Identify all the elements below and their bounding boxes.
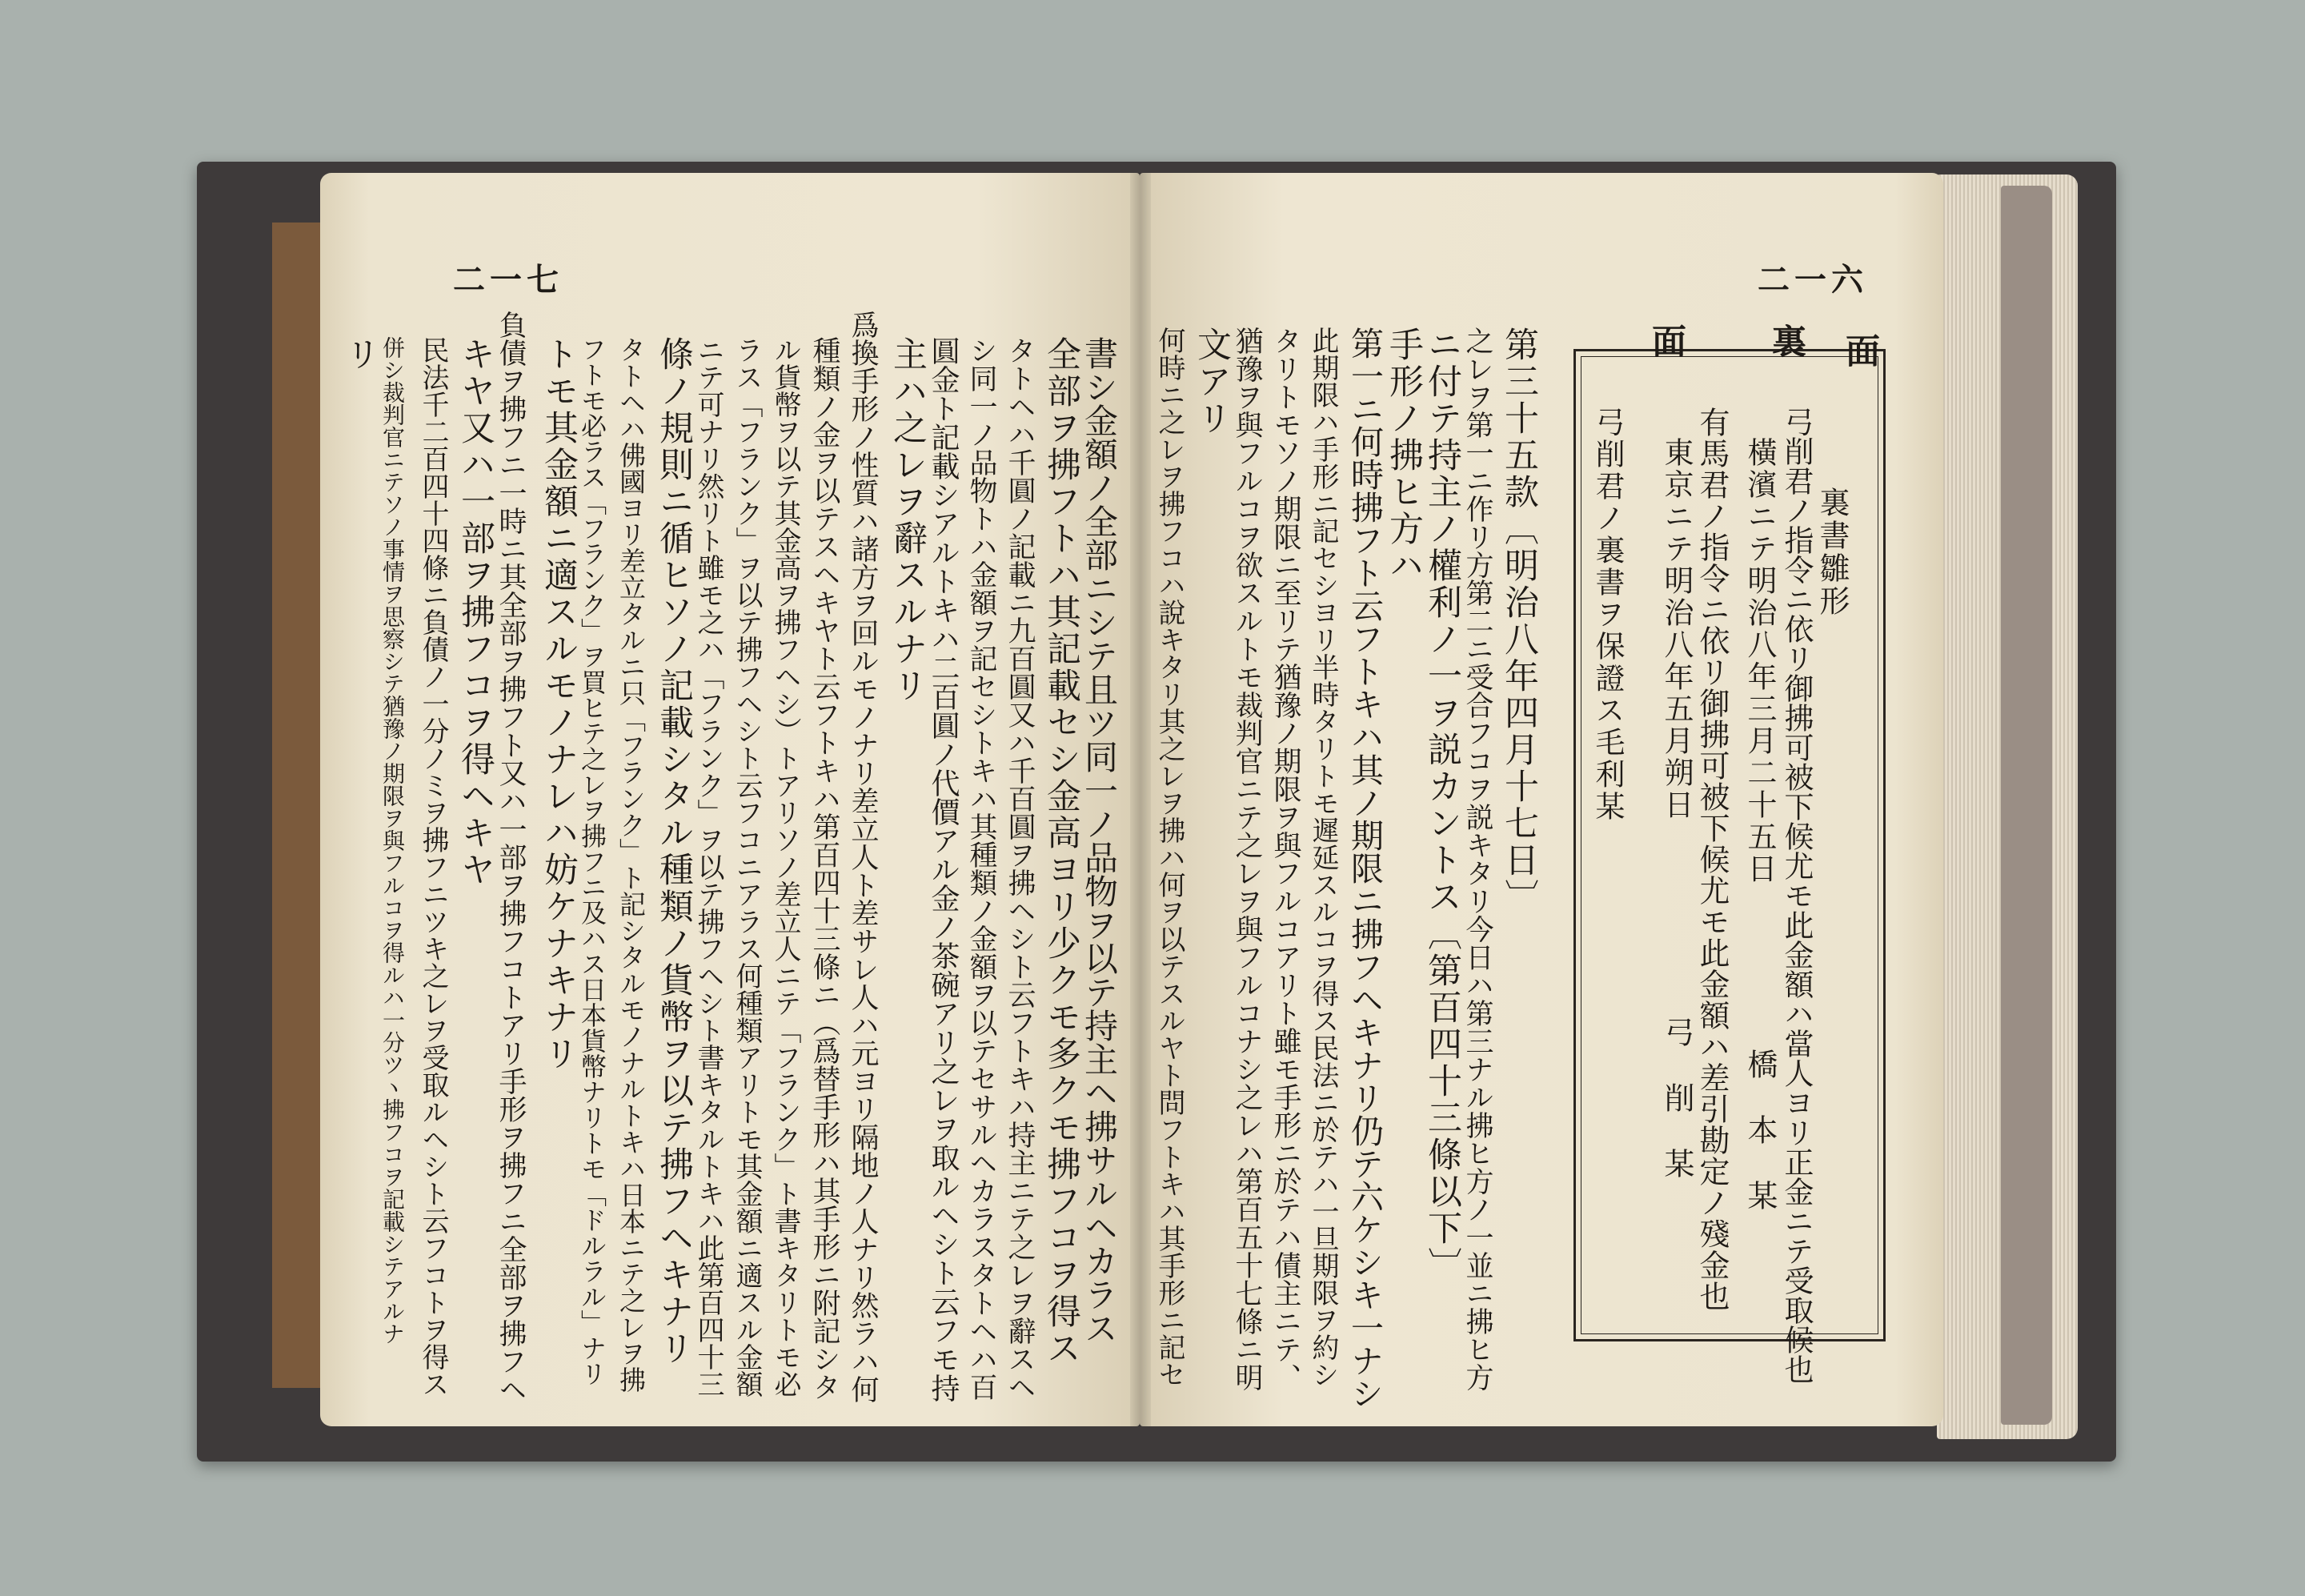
left-page-number: 二一七 [453,261,563,299]
left-col-k: ニテ可ナリ然リト雖モ之ハ「フランク」ヲ以テ拂フヘシト書キタルトキハ此第百四十三 [692,336,724,1398]
left-col-b: 全部ヲ拂フトハ其記載セシ金高ヨリ少クモ多クモ拂フコヲ得ス [1041,336,1081,1367]
endorsement-line-4: 東京ニテ明治八年五月朔日 [1659,437,1694,821]
heading-back: 裏 [1766,323,1806,360]
endorsement-line-5: 弓削君ノ裏書ヲ保證ス毛利某 [1590,407,1625,823]
left-col-e: 圓金ト記載シアルトキハ二百圓ノ代價アル金ノ茶碗アリ之レヲ取ルヘシト云フモ持 [927,336,960,1402]
right-page-number: 二一六 [1758,261,1868,299]
left-col-n: フトモ必ラス「フランク」ヲ買ヒテ之レヲ拂フニ及ハス日本貨幣ナリトモ「ドルラル」ナリ [577,336,607,1386]
right-col-4: 手形ノ拂ヒ方ハ [1384,327,1424,584]
left-col-f: 主ハ之レヲ辭スルナリ [888,336,928,704]
left-col-m: タトヘハ佛國ヨリ差立タルニ只「フランク」ト記シタルモノナルトキハ日本ニテ之レヲ拂 [615,336,647,1393]
left-col-p: 負債ヲ拂フニ一時ニ其全部ヲ拂フト又ハ一部ヲ拂フコトアリ手形ヲ拂フニ全部ヲ拂フヘ [495,311,527,1403]
right-col-9: 文アリ [1192,327,1232,437]
left-col-s: 併シ裁判官ニテソノ事情ヲ思察シテ猶豫ノ期限ヲ與フルコヲ得ルハ一分ツヽ拂フコヲ記載シテアルナ [379,336,406,1345]
heading-front: 面 [1840,333,1880,370]
right-col-7: タリトモソノ期限ニ至リテ猶豫ノ期限ヲ與フルコアリト雖モ手形ニ於テハ債主ニテ、 [1269,327,1301,1391]
right-col-10: 何時ニ之レヲ拂フコハ說キタリ其之レヲ拂ハ何ヲ以テスルヤト問フトキハ其手形ニ記セ [1153,327,1185,1388]
book-gutter [1130,173,1151,1426]
left-col-r: 民法千二百四十四條ニ負債ノ一分ノミヲ拂フニツキ之レヲ受取ルヘシト云フコトヲ得ス [417,336,449,1398]
left-col-l: 條ノ規則ニ循ヒソノ記載シタル種類ノ貨幣ヲ以テ拂フヘキナリ [654,336,694,1367]
left-col-h: 種類ノ金ヲ以テスヘキヤト云フトキハ第百四十三條ニ（爲替手形ハ其手形ニ附記シタ [808,336,840,1401]
right-col-5: 第一ニ何時拂フト云フトキハ其ノ期限ニ拂フヘキナリ仍テ六ケシキ一ナシ [1345,327,1384,1410]
left-col-g: 爲換手形ノ性質ハ諸方ヲ回ルモノナリ差立人ト差サレ人ハ元ヨリ隔地ノ人ナリ然ラハ何 [847,311,879,1403]
left-col-o: トモ其金額ニ適スルモノナレハ妨ケナキナリ [539,336,579,1073]
left-col-q: キヤ又ハ一部ヲ拂フコヲ得ヘキヤ [455,336,495,888]
endorsement-line-3: 有馬君ノ指令ニ依リ御拂可被下候尤モ此金額ハ差引勘定ノ殘金也 [1694,407,1730,1312]
left-col-t: リ [340,336,380,373]
left-col-c: タトヘハ千圓ノ記載ニ九百圓又ハ千百圓ヲ拂ヘシト云フトキハ持主ニテ之レヲ辭スヘ [1004,336,1036,1401]
endorsement-line-1: 弓削君ノ指令ニ依リ御拂可被下候尤モ此金額ハ當人ヨリ正金ニテ受取候也 [1779,407,1814,1384]
right-col-1: 第三十五款〔明治八年四月十七日〕 [1499,327,1539,916]
right-col-3: ニ付テ持主ノ權利ノ一ヲ説カントス〔第百四十三條以下〕 [1422,327,1462,1284]
endorsement-title: 裏書雛形 [1814,487,1850,618]
left-col-a: 書シ金額ノ全部ニシテ且ツ同一ノ品物ヲ以テ持主ヘ拂サルヘカラス [1080,336,1119,1345]
left-col-j: ラス「フランク」ヲ以テ拂フヘシト云フコニアラス何種類アリトモ其金額ニ適スル金額 [731,336,763,1398]
endorsement-signer-1: 橋 本 某 [1742,1049,1778,1213]
page-stack-edge [2001,186,2052,1425]
left-col-i: ル貨幣ヲ以テ其金高ヲ拂フヘシ）トアリソノ差立人ニテ「フランク」ト書キタリトモ必 [769,336,801,1398]
left-col-d: シ同一ノ品物トハ金額ヲ記セシトキハ其種類ノ金額ヲ以テセサルヘカラスタトヘハ百 [965,336,997,1401]
endorsement-line-2: 橫濱ニテ明治八年三月二十五日 [1742,437,1777,885]
heading-front-2: 面 [1646,323,1686,360]
right-col-6: 此期限ハ手形ニ記セシヨリ半時タリトモ遲延スルコヲ得ス民法ニ於テハ一旦期限ヲ約シ [1307,327,1339,1388]
endorsement-signer-2: 弓 削 某 [1659,1017,1694,1181]
right-col-2: 之レヲ第一ニ作リ方第二ニ受合フコヲ説キタリ今日ハ第三ナル拂ヒ方ノ一並ニ拂ヒ方 [1461,327,1493,1391]
right-col-8: 猶豫ヲ與フルコヲ欲スルトモ裁判官ニテ之レヲ與フルコナシ之レハ第百五十七條ニ明 [1231,327,1263,1391]
